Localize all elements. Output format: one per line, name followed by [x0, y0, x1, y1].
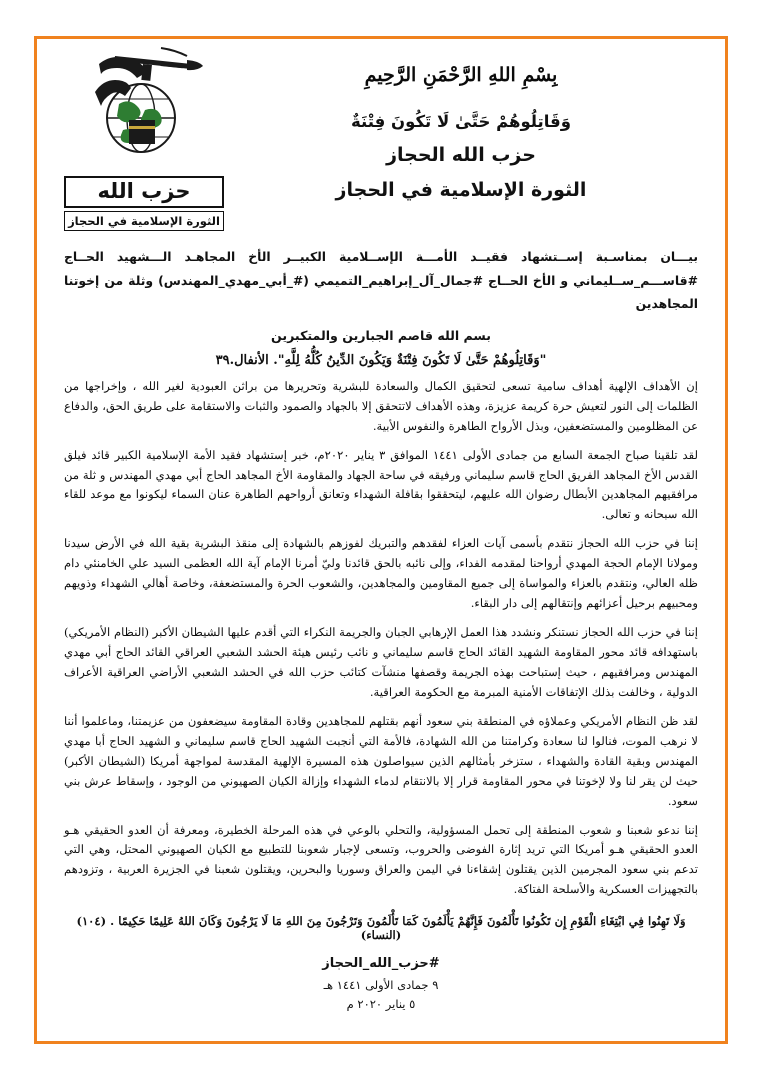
- paragraph: إننا في حزب الله الحجاز نتقدم بأسمى آيات العزاء لفقدهم والتبريك لفوزهم بالشهادة إلى منقذ البشرية بقية الله في الأرض سيدنا ومولانا الإمام الحجة المهدي أرواحنا لمقدمه الفداء، وإلى نائبه بالحق قائدنا وليّ أمرنا الإمام آية الله العظمى السيد علي الخامنئي دام ظله العالي، ونتقدم بالعزاء والمواساة إلى جميع المقاومين والمجاهدين، والشعوب الحرة والمستضعفة، وخاصة أهالي الشهداء وذويهم ومحبيهم برحيل أعزائهم وإنتقالهم إلى دار البقاء.: [64, 536, 698, 611]
- document-header: [64, 46, 698, 231]
- organization-name: حزب الله الحجاز: [386, 144, 536, 166]
- paragraph: إن الأهداف الإلهية أهداف سامية تسعى لتحقيق الكمال والسعادة للبشرية وتحريرها من براثن العبودية لغير الله ، وإخراجها من الظلمات إلى النور لتعيش حرة كريمة عزيزة، وهذه الأهداف لاتتحقق إلا بالجهاد والصمود والثبات والاستقامة على طريق الحق، والدفاع عن المظلومين والمستضعفين، وبذل الأرواح الطاهرة والنفوس الأبية.: [64, 378, 698, 433]
- document-content: [26, 28, 736, 1052]
- logo-block: [64, 46, 224, 231]
- raised-arm-rifle-globe-emblem: [69, 46, 219, 174]
- opening-verse: "وَقَاتِلُوهُمْ حَتَّىٰ لَا تَكُونَ فِتْنَةٌ وَيَكُونَ الدِّينُ كُلُّهُ لِلَّهِ". الأنفال.٣٩: [215, 352, 547, 368]
- bismillah-line: بسم الله قاصم الجبارين والمتكبرين: [271, 327, 491, 343]
- paragraph: إننا ندعو شعبنا و شعوب المنطقة إلى تحمل المسؤولية، والتحلي بالوعي في هذه المرحلة الخطيرة، ومعرفة أن العدو الحقيقي هـو العدو الحقيقي هـو أمريكا التي تريد إثارة الفوضى والحروب، وتسعى لإجبار شعوبنا للتطبيع مع الكيان الصهيوني المحتل، وهي التي تدعم بني سعود المجرمين الذين يقتلون إشقاءنا في اليمن والعراق وسوريا والبحرين، ويقتلون شعبنا في الجزيرة العربية ، وتزودهم بالتجهيزات العسكرية والأسلحة الفتاكة.: [64, 822, 698, 897]
- signature-block: [64, 956, 698, 1011]
- paragraph: لقد ظن النظام الأمريكي وعملاؤه في المنطقة بني سعود أنهم بقتلهم للمجاهدين وقادة المقاومة سيضعفون من عزيمتنا، وماعلموا أننا لا نرهب الموت، فنالوا لنا سعادة وكرامتنا من الله الشهادة، فالأمة التي أنجبت الشهيد الحاج قاسم سليماني و الشهيد الحاج أبا مهدي المهندس وبقية القادة والشهداء ، ستزخر بأمثالهم الذين سيواصلون هذه المسيرة الإلهية المقدسة لمواجهة أمريكا (الشيطان الأكبر) حيث لن يقر لنا ولا لإخوتنا في محور المقاومة قرار إلا بالانتقام لدماء الشهداء وإزالة الكيان الصهيوني من الوجود ، وإسقاط عرش بني سعود.: [64, 713, 698, 808]
- signature-gregorian-date: ٥ يناير ٢٠٢٠ م: [346, 997, 416, 1012]
- paragraph: لقد تلقينا صباح الجمعة السابع من جمادى الأولى ١٤٤١ الموافق ٣ يناير ٢٠٢٠م، خبر إستشهاد فقيد الأمة الإسلامية الكبير قائد فيلق القدس الأخ المجاهد الفريق الحاج قاسم سليماني ورفيقه في ساحة الجهاد والمقاومة الأخ المجاهد الحاج أبي مهدي المهندس و ثلة من مرافقيهم المجاهدين الأبطال رضوان الله عليهم، ليتحققوا بقافلة الشهداء وتعانق أرواحهم الطاهرة عنان السماء ليكونوا مع موعد للقاء الله سبحانه و تعالى.: [64, 447, 698, 522]
- statement-title: بيـــان بمناسـبة إســتشهاد فقيــد الأمـــة الإســلامية الكبيــر الأخ المجاهـد الـــشهيد الحــاج #قاســـم_ســليماني و الأخ الحــاج #جمال_آل_إبراهيم_التميمي (#_أبي_مهدي_المهندس) وثلة من إخوتنا المجاهدين: [64, 249, 698, 312]
- basmala-line: بِسْمِ اللهِ الرَّحْمَنِ الرَّحِيمِ: [364, 64, 558, 86]
- header-titles: [224, 46, 698, 214]
- signature-name: #حزب_الله_الحجاز: [322, 956, 440, 972]
- closing-verse: وَلَا تَهِنُوا فِي ابْتِغَاءِ الْقَوْمِ إِن تَكُونُوا تَأْلَمُونَ فَإِنَّهُمْ يَأْلَمُونَ كَمَا تَأْلَمُونَ وَتَرْجُونَ مِنَ اللهِ مَا لَا يَرْجُونَ وَكَانَ اللهُ عَلِيمًا حَكِيمًا . (١٠٤) (النساء): [76, 914, 686, 943]
- logo-name: حزب الله: [64, 176, 224, 208]
- signature-hijri-date: ٩ جمادى الأولى ١٤٤١ هـ: [323, 978, 439, 993]
- logo-subtitle: الثورة الإسلامية في الحجاز: [64, 211, 224, 231]
- header-verse: وَقَاتِلُوهُمْ حَتَّىٰ لَا تَكُونَ فِتْنَةٌ: [351, 112, 571, 131]
- organization-slogan: الثورة الإسلامية في الحجاز: [335, 179, 587, 201]
- paragraph: إننا في حزب الله الحجاز نستنكر ونشدد هذا العمل الإرهابي الجبان والجريمة النكراء التي أقدم عليها الشيطان الأكبر (النظام الأمريكي) باستهدافه قائد محور المقاومة الشهيد القائد الحاج قاسم سليماني و نائب رئيس هيئة الحشد الشعبي العراقي القائد الحاج أبي مهدي المهندس ومرافقيهم ، حيث إستباحت بهذه الجريمة وقصفها منشآت كتائب حزب الله في الحشد الشعبي الأراضي العراقية الأعراف الدولية ، وخالفت بذلك الإتفاقات الأمنية المبرمة مع الحكومة العراقية.: [64, 625, 698, 699]
